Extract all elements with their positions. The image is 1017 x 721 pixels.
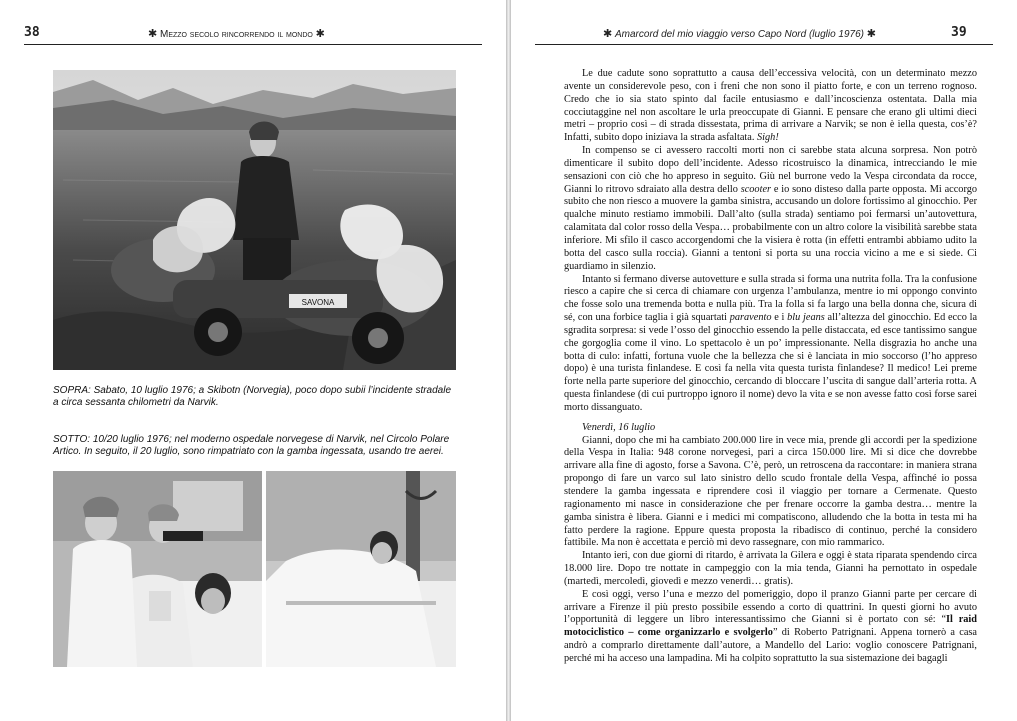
paragraph: Intanto si fermano diverse autovetture e sulla strada si forma una nutrita folla. Tra la confusione riesco a capire che si cerca di chiamare con urgenza l’ambulanza, mentre io mi oppongo convinto che fosse solo una tremenda botta e nulla più. Tra la folla si fa largo una bella donna che, sicura di sé, con una forbice taglia i già squartati paravento e i blu jeans all’altezza del ginocchio. Ed ecco la sgradita sorpresa: si vede l’osso del ginocchio essendo la pelle distaccata, ed esce tantissimo sangue che gorgoglia come il vino. Lo spettacolo è un po’ impressionante. Nella disgrazia ho anche una botta di culo: infatti, fortuna vuole che la bellezza che si è lanciata in mio soccorso (l’ho appreso dopo) è una turista finlandese. E così fa nella vita questa turista finlandese? Il medico! Lei preme forte nella parte superiore del ginocchio, cercando di bloccare l’uscita di sangue dall’arteria rotta. A questa finlandese (di cui purtroppo ignoro il nome) devo la vita e se non avesse fatto così forse sarei morto dissanguato. [564,273,978,413]
asterisk-icon: ✱ [866,28,877,40]
caption-top: SOPRA: Sabato, 10 luglio 1976; a Skibotn (Norvegia), poco dopo subii l’incidente stradale a circa sessanta chilometri da Narvik. [53,385,452,408]
paragraph: Gianni, dopo che mi ha cambiato 200.000 lire in vece mia, prende gli accordi per la spedizione della Vespa in Italia: 948 corone norvegesi, pari a circa 150.000 lire. Mi si dice che dovrebbe arrivare alla fine di agosto, forse a Savona. C’è, però, un retroscena da raccontare: in maniera strana propongo di fare un varco sul lato sinistro dello scudo frontale della Vespa, affinché io possa stendere la gamba ingessata e riprendere così il viaggio per tornare a Cermenate. Questo ragionamento mi nasce in considerazione che per frenare occorre la gamba destra… mentre la gamba sinistra è libera. Gianni e i medici mi compatiscono, alludendo che la botta in testa mi ha fatto perdere la ragione. Eppure questa proposta la ribadisco di continuo, perché la considero fattibile. Ma non è accettata e perciò mi devo rassegnare, con mio rammarico. [564,434,977,549]
right-page [511,0,1017,721]
page-number-right: 39 [951,25,967,40]
header-rule [24,44,482,45]
photo-hospital-bed [266,471,456,667]
running-head-right: ✱ Amarcord del mio viaggio verso Capo Nord (luglio 1976) ✱ [603,28,877,40]
photo-hospital-nurses-image [53,471,262,667]
date-heading: Venerdì, 16 luglio [582,421,656,433]
paragraph: Le due cadute sono soprattutto a causa dell’eccessiva velocità, con un determinato mezzo avente un considerevole peso, con i freni che non sono il piatto forte, e con un terreno rognoso. Credo che io sia stato spinto dal facile entusiasmo e dall’incoscienza ostentata. Dalla mia cocciutaggine nel non ascoltare le urla preoccupate di Gianni. E pensare che erano gli ultimi dieci metri – proprio così – di strada dissestata, prima di arrivare a Narvik; se non è iella questa, cos’è? Infatti, subito dopo iniziava la strada asfaltata. Sigh! [564,68,977,144]
left-page [0,0,506,721]
page-number-left: 38 [24,25,40,40]
photo-vespa-lake-image [53,70,456,370]
paragraph: E così oggi, verso l’una e mezzo del pomeriggio, dopo il pranzo Gianni parte per cercare di arrivare a Firenze il più presto possibile essendo a corto di quattrini. In questi giorni ho avuto l’opportunità di leggere un libro interessantissimo che Gianni si è portato con sé: “Il raid motociclistico – come organizzarlo e svolgerlo” di Roberto Patrignani. Appena tornerò a casa andrò a comprarlo direttamente dall’autore, a Mandello del Lario: voglio conoscere Patrignani, perché mi ha acceso una lampadina. Mi ha colpito soprattutto la sua sistemazione dei bagagli [564,588,978,664]
asterisk-icon: ✱ [315,28,325,40]
photo-hospital-bed-image [266,471,456,667]
asterisk-icon: ✱ [603,28,613,40]
caption-bottom: SOTTO: 10/20 luglio 1976; nel moderno ospedale norvegese di Narvik, nel Circolo Polare Artico. In seguito, il 20 luglio, sono rimpatriato con la gamba ingessata, usando tre aerei. [53,434,450,457]
body-text [564,68,977,666]
paragraph: Intanto ieri, con due giorni di ritardo, è arrivata la Gilera e oggi è stata riparata spendendo circa 18.000 lire. Dopo tre nottate in campeggio con la mia tenda, Gianni ha pernottato in ospedale (martedì, mercoledì, giovedì e mezzo venerdì… gratis). [564,550,977,587]
running-head-left: ✱ Mezzo secolo rincorrendo il mondo ✱ [148,28,325,40]
paragraph: In compenso se ci avessero raccolti morti non ci sarebbe stata alcuna sorpresa. Non potrò dimenticare il subito dopo dell’incidente. Adesso ricostruisco la dinamica, intrecciando le mie sensazioni con ciò che ho appreso in seguito. Giù nel burrone vedo la Vespa circondata da rocce, Gianni lo ritrovo sdraiato alla destra dello scooter e io sono disteso dalla parte opposta. Mi accorgo subito che non riesco a muovere la gamba sinistra, accusando un dolore fortissimo al ginocchio. Per qualche minuto restiamo immobili. Dall’alto (sulla strada) sentiamo poi fermarsi un’autovettura, calamitata dal color rosso della Vespa… probabilmente con un altro colore la visibilità sarebbe stata inferiore. Mi sfilo il casco accorgendomi che la visiera è rotta (in effetti entrambi abbiamo udito la botta del casco sulla roccia). Gianni a tentoni si porta su una roccia vicino a me e si siede. Ci guardiamo in silenzio. [564,145,977,272]
license-plate-text: SAVONA [301,298,335,307]
header-rule [535,44,993,45]
photo-vespa-lake [53,70,456,370]
photo-hospital-nurses [53,471,262,667]
book-title: Il raid motociclistico – come organizzarlo e svolgerlo [564,614,978,639]
asterisk-icon: ✱ [148,28,158,40]
